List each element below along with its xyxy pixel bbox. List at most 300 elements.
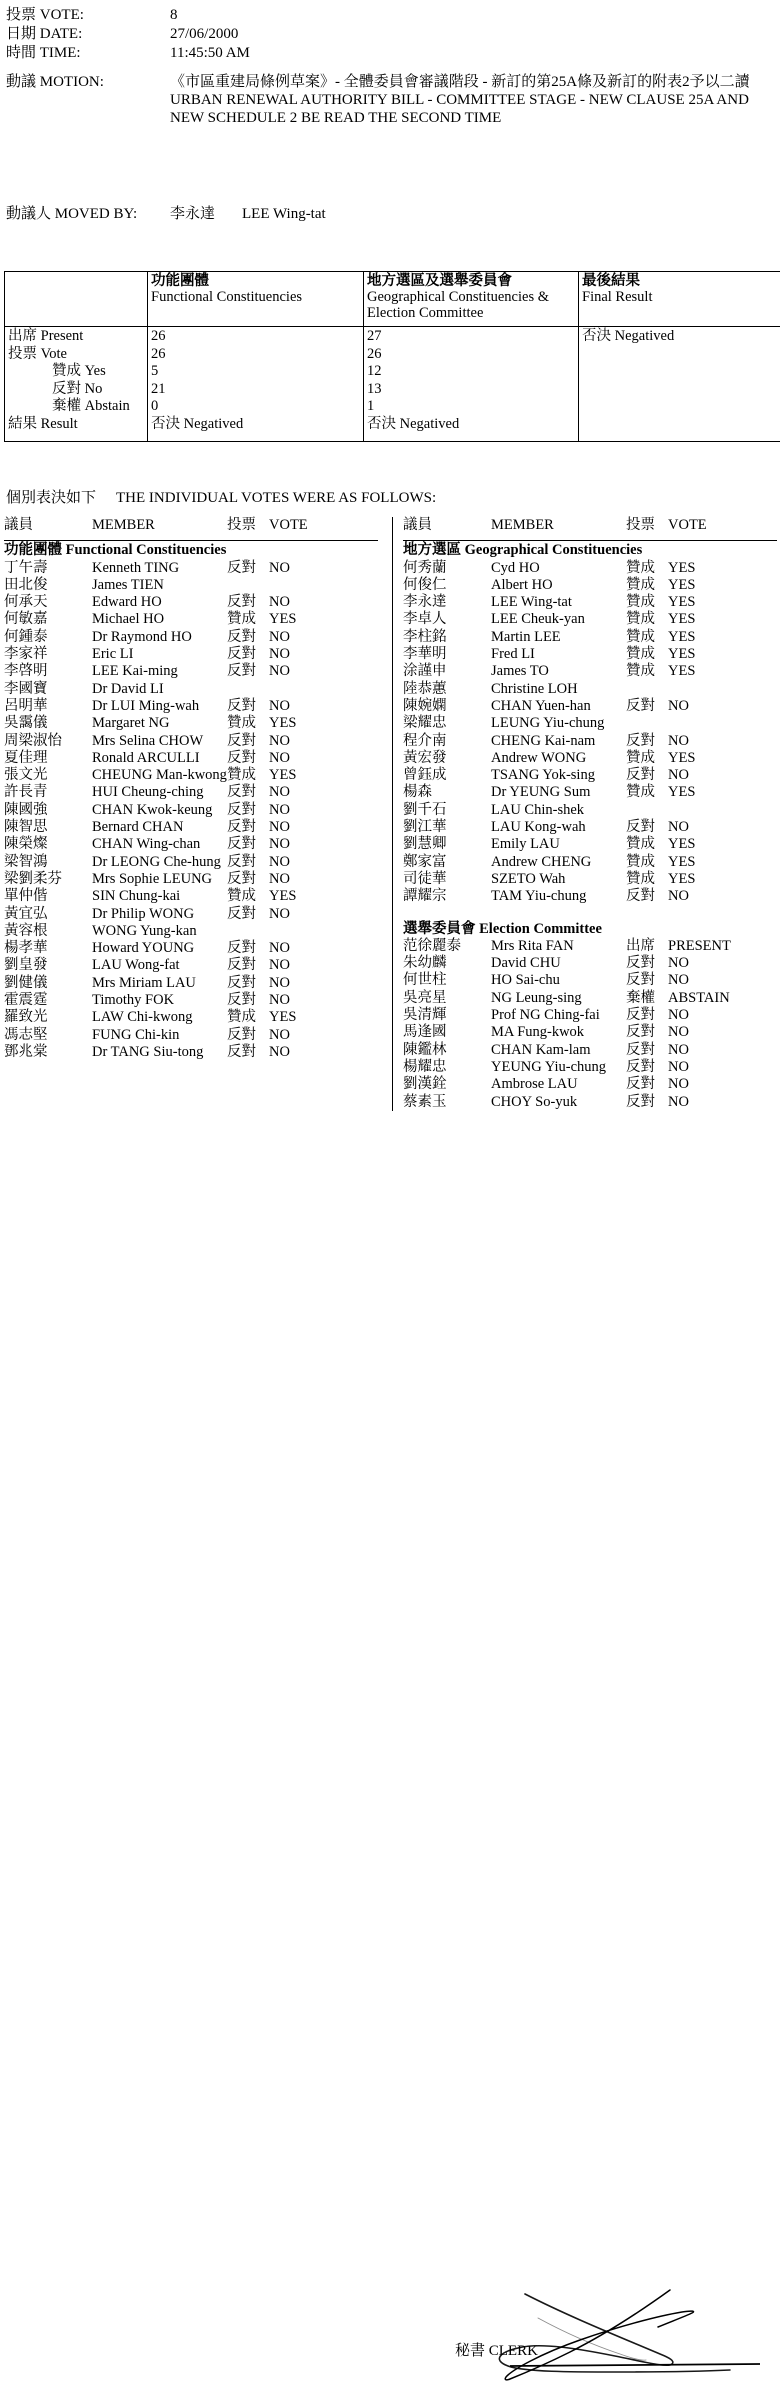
member-name-en: CHEUNG Man-kwong bbox=[92, 767, 227, 784]
member-name-zh: 黃宏發 bbox=[403, 750, 491, 767]
geographical-no: 13 bbox=[367, 381, 575, 399]
summary-corner-cell bbox=[5, 272, 148, 327]
member-vote-row bbox=[4, 715, 378, 732]
member-vote-zh: 反對 bbox=[227, 1027, 269, 1044]
member-vote-row bbox=[403, 594, 777, 611]
member-vote-row bbox=[403, 1042, 777, 1059]
motion-block bbox=[6, 73, 770, 127]
functional-present: 26 bbox=[151, 328, 360, 346]
member-vote-en: NO bbox=[269, 992, 378, 1009]
member-name-en: Mrs Miriam LAU bbox=[92, 975, 227, 992]
vote-label: 投票 VOTE: bbox=[6, 6, 170, 25]
member-vote-row bbox=[4, 698, 378, 715]
member-vote-en: ABSTAIN bbox=[668, 990, 777, 1007]
member-vote-zh: 反對 bbox=[227, 629, 269, 646]
member-vote-row bbox=[4, 871, 378, 888]
member-name-zh: 梁劉柔芬 bbox=[4, 871, 92, 888]
member-vote-zh: 贊成 bbox=[626, 646, 668, 663]
votes-column-right bbox=[392, 517, 777, 1111]
member-name-en: Mrs Rita FAN bbox=[491, 938, 626, 955]
member-vote-zh: 反對 bbox=[227, 1044, 269, 1061]
member-vote-en: NO bbox=[668, 1076, 777, 1093]
summary-values-geographical bbox=[364, 327, 579, 442]
member-vote-zh bbox=[227, 577, 269, 594]
member-name-en: Martin LEE bbox=[491, 629, 626, 646]
member-vote-en: NO bbox=[668, 1094, 777, 1111]
member-name-en: NG Leung-sing bbox=[491, 990, 626, 1007]
meta-row-vote bbox=[6, 6, 766, 25]
member-name-zh: 馬逢國 bbox=[403, 1024, 491, 1041]
member-vote-zh: 反對 bbox=[626, 888, 668, 905]
functional-vote: 26 bbox=[151, 346, 360, 364]
member-vote-en: YES bbox=[269, 888, 378, 905]
member-name-en: Prof NG Ching-fai bbox=[491, 1007, 626, 1024]
member-name-en: Albert HO bbox=[491, 577, 626, 594]
summary-header-functional-en: Functional Constituencies bbox=[151, 289, 360, 305]
member-vote-en: NO bbox=[269, 957, 378, 974]
member-vote-en: NO bbox=[668, 698, 777, 715]
member-vote-en: YES bbox=[269, 715, 378, 732]
member-vote-row bbox=[4, 594, 378, 611]
member-vote-row bbox=[4, 1027, 378, 1044]
member-name-zh: 陳榮燦 bbox=[4, 836, 92, 853]
member-vote-en: NO bbox=[269, 871, 378, 888]
functional-result: 否決 Negatived bbox=[151, 416, 360, 434]
member-vote-zh: 反對 bbox=[227, 906, 269, 923]
member-vote-row bbox=[403, 1094, 777, 1111]
member-name-zh: 夏佳理 bbox=[4, 750, 92, 767]
col-header-vote-zh: 投票 bbox=[227, 517, 269, 536]
individual-votes-title-en: THE INDIVIDUAL VOTES WERE AS FOLLOWS: bbox=[116, 489, 436, 507]
member-name-en: LAU Kong-wah bbox=[491, 819, 626, 836]
member-vote-en: NO bbox=[269, 975, 378, 992]
col-header-member: MEMBER bbox=[92, 517, 227, 536]
date-label: 日期 DATE: bbox=[6, 25, 170, 44]
col-header-member: MEMBER bbox=[491, 517, 626, 536]
vote-section-heading bbox=[403, 541, 777, 560]
member-name-en: David CHU bbox=[491, 955, 626, 972]
member-vote-en: NO bbox=[269, 629, 378, 646]
member-name-en: Dr LEONG Che-hung bbox=[92, 854, 227, 871]
member-vote-en: NO bbox=[668, 888, 777, 905]
member-name-zh: 霍震霆 bbox=[4, 992, 92, 1009]
time-value: 11:45:50 AM bbox=[170, 44, 766, 63]
member-vote-zh: 反對 bbox=[227, 957, 269, 974]
member-name-zh: 陳鑑林 bbox=[403, 1042, 491, 1059]
vote-section-heading-en: Functional Constituencies bbox=[62, 542, 226, 558]
member-vote-en: NO bbox=[668, 1024, 777, 1041]
member-vote-zh: 贊成 bbox=[626, 750, 668, 767]
member-vote-zh: 贊成 bbox=[626, 836, 668, 853]
motion-body bbox=[170, 73, 770, 127]
member-vote-en: NO bbox=[668, 972, 777, 989]
member-vote-row bbox=[4, 611, 378, 628]
member-name-zh: 程介南 bbox=[403, 733, 491, 750]
label-vote: 投票 Vote bbox=[8, 346, 144, 364]
member-vote-row bbox=[403, 854, 777, 871]
member-name-en: TSANG Yok-sing bbox=[491, 767, 626, 784]
member-name-zh: 朱幼麟 bbox=[403, 955, 491, 972]
member-vote-zh: 反對 bbox=[227, 940, 269, 957]
member-vote-zh: 反對 bbox=[227, 698, 269, 715]
member-name-en: Dr YEUNG Sum bbox=[491, 784, 626, 801]
member-vote-row bbox=[403, 646, 777, 663]
summary-body-row bbox=[5, 327, 780, 442]
summary-header-row bbox=[5, 272, 780, 327]
summary-row-labels bbox=[5, 327, 148, 442]
member-vote-zh: 贊成 bbox=[626, 663, 668, 680]
member-vote-row bbox=[4, 975, 378, 992]
member-name-en: CHOY So-yuk bbox=[491, 1094, 626, 1111]
member-name-zh: 吳亮星 bbox=[403, 990, 491, 1007]
member-name-zh: 陳國強 bbox=[4, 802, 92, 819]
member-name-zh: 楊森 bbox=[403, 784, 491, 801]
member-name-zh: 何俊仁 bbox=[403, 577, 491, 594]
member-vote-row bbox=[403, 836, 777, 853]
member-vote-row bbox=[403, 1007, 777, 1024]
member-vote-row bbox=[403, 750, 777, 767]
member-name-zh: 許長青 bbox=[4, 784, 92, 801]
member-name-en: James TIEN bbox=[92, 577, 227, 594]
member-vote-zh bbox=[626, 715, 668, 732]
member-name-zh: 曾鈺成 bbox=[403, 767, 491, 784]
member-vote-zh: 反對 bbox=[227, 975, 269, 992]
col-header-vote-en: VOTE bbox=[668, 517, 777, 536]
member-name-zh: 李家祥 bbox=[4, 646, 92, 663]
member-vote-zh bbox=[626, 681, 668, 698]
label-yes: 贊成 Yes bbox=[8, 363, 144, 381]
member-name-zh: 吳清輝 bbox=[403, 1007, 491, 1024]
member-name-en: LAU Wong-fat bbox=[92, 957, 227, 974]
vote-number: 8 bbox=[170, 6, 766, 25]
member-vote-zh: 棄權 bbox=[626, 990, 668, 1007]
member-vote-row bbox=[4, 646, 378, 663]
member-vote-zh: 反對 bbox=[626, 1024, 668, 1041]
member-name-en: Edward HO bbox=[92, 594, 227, 611]
member-vote-row bbox=[403, 1024, 777, 1041]
document-meta bbox=[6, 6, 766, 63]
member-vote-en: NO bbox=[668, 733, 777, 750]
member-vote-en bbox=[668, 715, 777, 732]
member-name-en: Cyd HO bbox=[491, 560, 626, 577]
member-vote-zh: 反對 bbox=[227, 784, 269, 801]
member-vote-en bbox=[269, 681, 378, 698]
votes-column-left bbox=[4, 517, 378, 1111]
member-vote-en: YES bbox=[668, 629, 777, 646]
member-vote-en bbox=[668, 681, 777, 698]
moved-by-label: 動議人 MOVED BY: bbox=[6, 205, 170, 224]
member-vote-zh: 出席 bbox=[626, 938, 668, 955]
member-vote-en: NO bbox=[269, 594, 378, 611]
member-vote-zh: 反對 bbox=[227, 750, 269, 767]
member-vote-zh: 贊成 bbox=[626, 594, 668, 611]
member-vote-zh: 反對 bbox=[227, 802, 269, 819]
individual-votes-title-zh: 個別表決如下 bbox=[6, 489, 116, 507]
member-name-zh: 楊耀忠 bbox=[403, 1059, 491, 1076]
vote-section-heading-zh: 地方選區 bbox=[403, 542, 461, 558]
summary-values-final bbox=[579, 327, 780, 442]
member-name-zh: 梁智鴻 bbox=[4, 854, 92, 871]
member-name-zh: 何承天 bbox=[4, 594, 92, 611]
member-vote-row bbox=[403, 888, 777, 905]
member-vote-zh: 反對 bbox=[227, 663, 269, 680]
geographical-present: 27 bbox=[367, 328, 575, 346]
member-vote-zh: 反對 bbox=[626, 1076, 668, 1093]
member-vote-en: YES bbox=[668, 750, 777, 767]
member-name-zh: 田北俊 bbox=[4, 577, 92, 594]
member-vote-zh: 反對 bbox=[227, 560, 269, 577]
summary-values-functional bbox=[148, 327, 364, 442]
member-vote-en: YES bbox=[668, 854, 777, 871]
member-vote-row bbox=[403, 802, 777, 819]
member-vote-row bbox=[4, 836, 378, 853]
motion-label: 動議 MOTION: bbox=[6, 73, 170, 127]
member-vote-zh: 贊成 bbox=[227, 611, 269, 628]
member-vote-row bbox=[403, 1059, 777, 1076]
member-name-en: Dr Philip WONG bbox=[92, 906, 227, 923]
member-name-en: WONG Yung-kan bbox=[92, 923, 227, 940]
votes-body-left bbox=[4, 541, 378, 1061]
member-vote-row bbox=[403, 972, 777, 989]
member-name-zh: 李柱銘 bbox=[403, 629, 491, 646]
member-vote-row bbox=[403, 955, 777, 972]
member-name-en: Kenneth TING bbox=[92, 560, 227, 577]
label-no: 反對 No bbox=[8, 381, 144, 399]
member-vote-row bbox=[4, 767, 378, 784]
member-vote-en: PRESENT bbox=[668, 938, 777, 955]
member-vote-zh: 贊成 bbox=[227, 767, 269, 784]
section-spacer bbox=[403, 906, 777, 920]
member-name-zh: 呂明華 bbox=[4, 698, 92, 715]
member-name-en: Mrs Sophie LEUNG bbox=[92, 871, 227, 888]
member-name-en: Timothy FOK bbox=[92, 992, 227, 1009]
member-name-zh: 劉千石 bbox=[403, 802, 491, 819]
vote-summary-table bbox=[4, 271, 780, 442]
geographical-yes: 12 bbox=[367, 363, 575, 381]
member-vote-row bbox=[403, 715, 777, 732]
member-name-zh: 吳靄儀 bbox=[4, 715, 92, 732]
member-name-zh: 陸恭蕙 bbox=[403, 681, 491, 698]
col-header-vote-zh: 投票 bbox=[626, 517, 668, 536]
member-vote-row bbox=[403, 698, 777, 715]
individual-votes-title bbox=[6, 489, 436, 507]
member-vote-row bbox=[4, 940, 378, 957]
member-name-en: SIN Chung-kai bbox=[92, 888, 227, 905]
clerk-signature bbox=[420, 2282, 770, 2382]
member-vote-zh: 反對 bbox=[227, 854, 269, 871]
member-vote-en: NO bbox=[269, 750, 378, 767]
member-name-zh: 張文光 bbox=[4, 767, 92, 784]
clerk-label: 秘書 CLERK bbox=[455, 2339, 538, 2360]
member-name-zh: 馮志堅 bbox=[4, 1027, 92, 1044]
member-vote-row bbox=[4, 560, 378, 577]
member-vote-zh: 反對 bbox=[626, 1007, 668, 1024]
member-name-zh: 周梁淑怡 bbox=[4, 733, 92, 750]
member-name-en: Andrew CHENG bbox=[491, 854, 626, 871]
member-name-zh: 羅致光 bbox=[4, 1009, 92, 1026]
member-name-zh: 梁耀忠 bbox=[403, 715, 491, 732]
summary-header-geographical bbox=[364, 272, 579, 327]
summary-header-final-en: Final Result bbox=[582, 289, 780, 305]
member-name-zh: 何敏嘉 bbox=[4, 611, 92, 628]
member-name-en: Eric LI bbox=[92, 646, 227, 663]
member-name-en: Margaret NG bbox=[92, 715, 227, 732]
member-name-en: Dr LUI Ming-wah bbox=[92, 698, 227, 715]
member-vote-row bbox=[4, 750, 378, 767]
member-name-zh: 單仲偕 bbox=[4, 888, 92, 905]
geographical-result: 否決 Negatived bbox=[367, 416, 575, 434]
member-vote-en: YES bbox=[668, 611, 777, 628]
member-name-en: Andrew WONG bbox=[491, 750, 626, 767]
member-vote-row bbox=[403, 560, 777, 577]
vote-section-heading-zh: 功能團體 bbox=[4, 542, 62, 558]
member-name-zh: 楊孝華 bbox=[4, 940, 92, 957]
geographical-abstain: 1 bbox=[367, 398, 575, 416]
member-vote-row bbox=[403, 1076, 777, 1093]
meta-row-date bbox=[6, 25, 766, 44]
member-name-zh: 劉慧卿 bbox=[403, 836, 491, 853]
member-vote-zh: 反對 bbox=[227, 646, 269, 663]
member-vote-en: YES bbox=[668, 646, 777, 663]
member-vote-row bbox=[403, 611, 777, 628]
member-name-en: LEE Cheuk-yan bbox=[491, 611, 626, 628]
col-header-vote-en: VOTE bbox=[269, 517, 378, 536]
member-name-zh: 劉江華 bbox=[403, 819, 491, 836]
member-vote-row bbox=[403, 819, 777, 836]
member-vote-zh bbox=[227, 681, 269, 698]
member-vote-en bbox=[269, 923, 378, 940]
member-vote-zh: 反對 bbox=[626, 819, 668, 836]
member-name-zh: 范徐麗泰 bbox=[403, 938, 491, 955]
vote-section-heading bbox=[403, 920, 777, 938]
meta-row-time bbox=[6, 44, 766, 63]
member-name-en: LAU Chin-shek bbox=[491, 802, 626, 819]
member-name-zh: 劉健儀 bbox=[4, 975, 92, 992]
member-vote-en: NO bbox=[269, 1027, 378, 1044]
member-name-zh: 何世柱 bbox=[403, 972, 491, 989]
member-vote-row bbox=[4, 957, 378, 974]
member-vote-row bbox=[4, 1009, 378, 1026]
member-vote-row bbox=[4, 992, 378, 1009]
member-vote-zh: 贊成 bbox=[626, 784, 668, 801]
member-vote-row bbox=[4, 854, 378, 871]
member-name-zh: 涂謹申 bbox=[403, 663, 491, 680]
member-vote-zh: 反對 bbox=[227, 871, 269, 888]
member-vote-en: NO bbox=[269, 854, 378, 871]
member-vote-zh: 反對 bbox=[626, 1042, 668, 1059]
member-vote-zh bbox=[227, 923, 269, 940]
member-vote-zh: 反對 bbox=[626, 1059, 668, 1076]
member-vote-zh: 反對 bbox=[227, 594, 269, 611]
member-name-zh: 何鍾泰 bbox=[4, 629, 92, 646]
functional-no: 21 bbox=[151, 381, 360, 399]
member-vote-zh: 反對 bbox=[626, 1094, 668, 1111]
member-vote-en: YES bbox=[668, 663, 777, 680]
time-label: 時間 TIME: bbox=[6, 44, 170, 63]
member-name-zh: 黃容根 bbox=[4, 923, 92, 940]
member-name-en: Fred LI bbox=[491, 646, 626, 663]
member-vote-zh: 反對 bbox=[227, 819, 269, 836]
member-vote-en: NO bbox=[668, 819, 777, 836]
votes-header-row bbox=[4, 517, 378, 536]
summary-header-final-zh: 最後結果 bbox=[582, 273, 780, 289]
member-name-en: YEUNG Yiu-chung bbox=[491, 1059, 626, 1076]
member-vote-en: NO bbox=[269, 663, 378, 680]
vote-section-heading-en: Geographical Constituencies bbox=[461, 542, 642, 558]
member-name-zh: 陳智思 bbox=[4, 819, 92, 836]
votes-table-geographical bbox=[403, 517, 777, 1111]
member-vote-en: YES bbox=[269, 767, 378, 784]
member-name-en: Michael HO bbox=[92, 611, 227, 628]
member-name-en: Dr Raymond HO bbox=[92, 629, 227, 646]
member-vote-en: YES bbox=[668, 784, 777, 801]
member-vote-row bbox=[403, 681, 777, 698]
member-vote-row bbox=[403, 577, 777, 594]
member-name-en: Ronald ARCULLI bbox=[92, 750, 227, 767]
member-vote-zh: 贊成 bbox=[227, 888, 269, 905]
member-vote-row bbox=[4, 784, 378, 801]
member-name-en: Christine LOH bbox=[491, 681, 626, 698]
summary-header-geographical-en: Geographical Constituencies & Election Committee bbox=[367, 289, 575, 321]
member-vote-zh: 贊成 bbox=[626, 629, 668, 646]
member-name-en: MA Fung-kwok bbox=[491, 1024, 626, 1041]
individual-votes-lists bbox=[4, 517, 770, 1111]
signature-area bbox=[0, 1140, 780, 1242]
member-vote-en: YES bbox=[668, 560, 777, 577]
member-name-en: Howard YOUNG bbox=[92, 940, 227, 957]
member-name-en: James TO bbox=[491, 663, 626, 680]
member-name-en: Dr TANG Siu-tong bbox=[92, 1044, 227, 1061]
summary-header-functional-zh: 功能團體 bbox=[151, 273, 360, 289]
member-name-en: CHAN Kam-lam bbox=[491, 1042, 626, 1059]
member-vote-en: NO bbox=[668, 767, 777, 784]
member-name-en: Emily LAU bbox=[491, 836, 626, 853]
votes-header-row bbox=[403, 517, 777, 536]
summary-header-final bbox=[579, 272, 780, 327]
member-name-en: Dr David LI bbox=[92, 681, 227, 698]
member-name-zh: 黃宜弘 bbox=[4, 906, 92, 923]
member-vote-row bbox=[4, 888, 378, 905]
member-vote-row bbox=[403, 629, 777, 646]
member-vote-en: YES bbox=[668, 871, 777, 888]
member-vote-zh: 贊成 bbox=[626, 854, 668, 871]
moved-by-name-en: LEE Wing-tat bbox=[242, 205, 766, 224]
date-value: 27/06/2000 bbox=[170, 25, 766, 44]
member-name-zh: 譚耀宗 bbox=[403, 888, 491, 905]
member-name-en: HO Sai-chu bbox=[491, 972, 626, 989]
label-abstain: 棄權 Abstain bbox=[8, 398, 144, 416]
member-name-en: SZETO Wah bbox=[491, 871, 626, 888]
member-vote-en: YES bbox=[668, 836, 777, 853]
member-vote-en: NO bbox=[269, 940, 378, 957]
member-vote-zh: 反對 bbox=[626, 767, 668, 784]
member-name-en: LEE Wing-tat bbox=[491, 594, 626, 611]
votes-body-right bbox=[403, 541, 777, 1111]
member-vote-en: NO bbox=[269, 1044, 378, 1061]
member-vote-en: NO bbox=[269, 646, 378, 663]
member-name-zh: 李華明 bbox=[403, 646, 491, 663]
member-name-zh: 李永達 bbox=[403, 594, 491, 611]
member-name-en: Bernard CHAN bbox=[92, 819, 227, 836]
member-name-en: Ambrose LAU bbox=[491, 1076, 626, 1093]
member-vote-zh: 贊成 bbox=[626, 577, 668, 594]
vote-section-heading bbox=[4, 541, 378, 560]
member-name-en: Mrs Selina CHOW bbox=[92, 733, 227, 750]
member-name-zh: 何秀蘭 bbox=[403, 560, 491, 577]
col-header-name-zh: 議員 bbox=[403, 517, 491, 536]
member-name-zh: 丁午壽 bbox=[4, 560, 92, 577]
moved-by-block bbox=[6, 205, 766, 224]
